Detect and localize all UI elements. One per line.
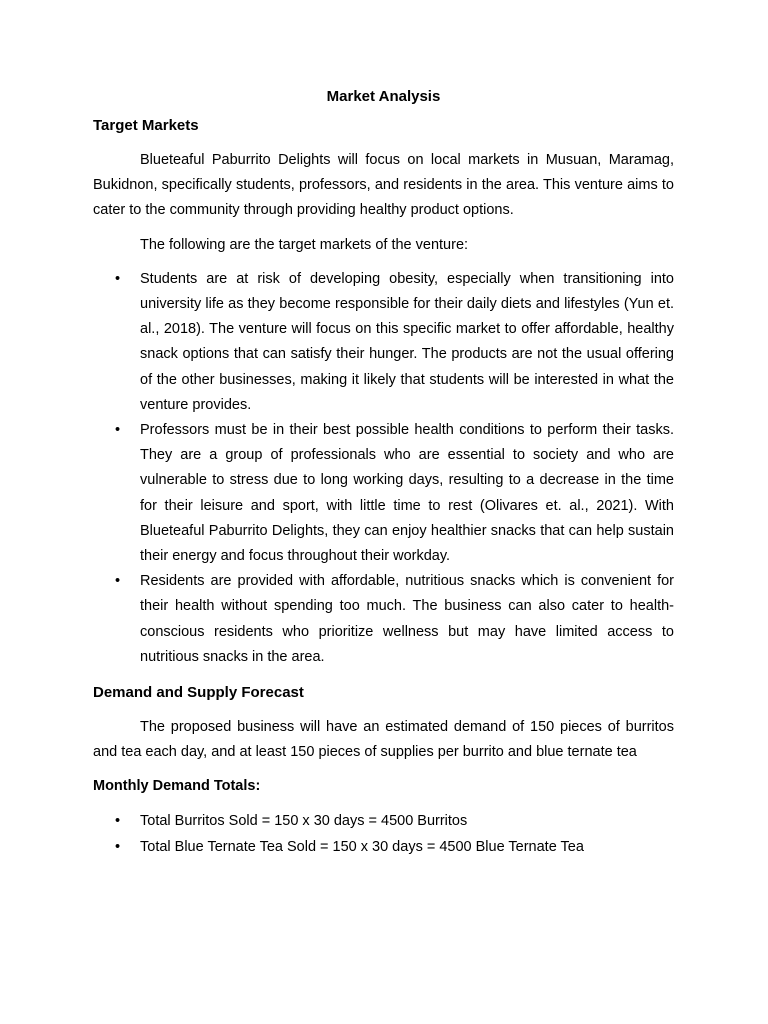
demand-supply-body: The proposed business will have an estimated demand of 150 pieces of burritos and tea each day, and at least 150 pieces of supplies per burrito and blue ternate tea: [93, 719, 674, 761]
bullet-icon: •: [115, 422, 121, 439]
section-heading-demand-supply: Demand and Supply Forecast: [93, 684, 304, 702]
bullet-icon: •: [115, 573, 121, 590]
bullet-icon: •: [115, 838, 121, 855]
monthly-demand-heading: Monthly Demand Totals:: [93, 778, 261, 795]
page-title: Market Analysis: [326, 88, 441, 105]
list-item-text: Total Burritos Sold = 150 x 30 days = 4500 Burritos: [140, 813, 468, 830]
list-item-text: Residents are provided with affordable, nutritious snacks which is convenient for their health without spending too much. The business can also cater to health-conscious residents who prioritize wellness but may have limited access to nutritious snacks in the area.: [140, 573, 674, 665]
list-item-text: Total Blue Ternate Tea Sold = 150 x 30 days = 4500 Blue Ternate Tea: [140, 838, 584, 855]
list-item: [93, 418, 674, 569]
section-heading-target-markets: Target Markets: [93, 117, 199, 134]
monthly-demand-list: [93, 809, 674, 859]
list-item: [93, 809, 674, 834]
list-item: [93, 569, 674, 670]
list-item-text: Students are at risk of developing obesity, especially when transitioning into university life as they become responsible for their daily diets and lifestyles (Yun et. al., 2018). The venture will focus on this specific market to offer affordable, healthy snack options that can satisfy their hunger. The products are not the usual offering of the other businesses, making it likely that students will be interested in what the venture provides.: [140, 270, 674, 413]
list-item: [93, 835, 674, 860]
target-markets-list: [93, 267, 674, 670]
list-item: [93, 267, 674, 418]
document-page: [93, 84, 674, 860]
list-item-text: Professors must be in their best possible health conditions to perform their tasks. They are a group of professionals who are essential to society and who are vulnerable to stress due to long working days, resulting to a decrease in the time for their leisure and sport, with little time to rest (Olivares et. al., 2021). With Blueteaful Paburrito Delights, they can enjoy healthier snacks that can help sustain their energy and focus throughout their workday.: [140, 422, 674, 565]
target-markets-lead-in: The following are the target markets of the venture:: [140, 236, 469, 253]
target-markets-intro: Blueteaful Paburrito Delights will focus on local markets in Musuan, Maramag, Bukidnon, specifically students, professors, and residents in the area. This venture aims to cater to the community through providing healthy product options.: [93, 152, 674, 219]
bullet-icon: •: [115, 270, 121, 287]
bullet-icon: •: [115, 813, 121, 830]
